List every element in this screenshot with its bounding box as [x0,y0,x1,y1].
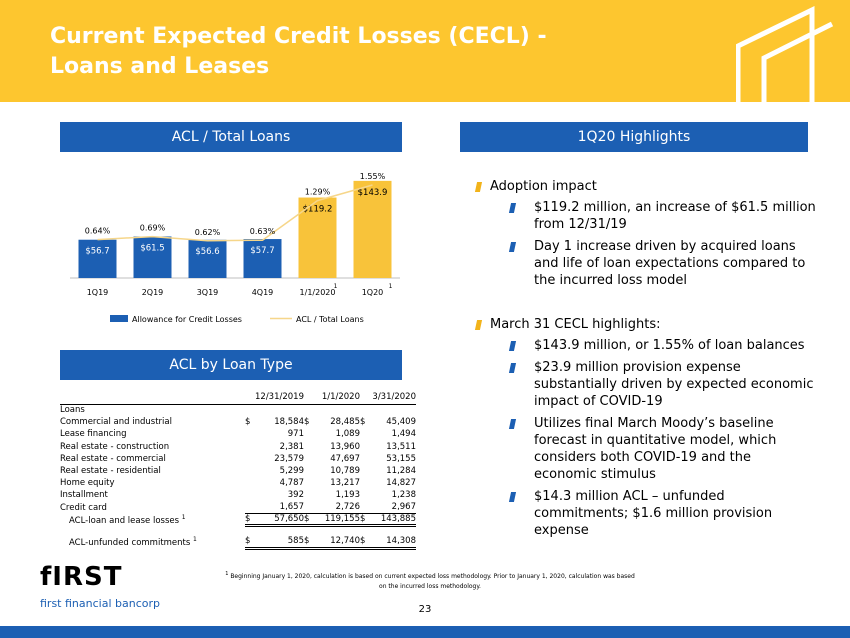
table-total-label [60,536,245,548]
table-cell: 585 [255,536,304,548]
footer-bar [0,626,850,638]
table-cell: 12,740 [314,536,360,548]
table-cell-currency [304,477,314,489]
footnote-reference: 1 [181,513,186,521]
table-cell-currency [304,502,314,514]
table-cell-currency: $ [360,514,370,526]
table-row [60,428,416,440]
acl-by-loan-type-band: ACL by Loan Type [60,350,402,380]
sub-bullet-marker-icon [509,363,516,373]
x-tick-superscript: 1 [333,283,338,290]
sub-bullet-text: $14.3 million ACL – unfunded commitments; $1.6 million provision expense [534,489,773,538]
table-row [60,441,416,453]
table-row-label: Commercial and industrial [60,417,172,428]
sub-bullet-text: $119.2 million, an increase of $61.5 million from 12/31/19 [534,200,816,232]
table-cell: 5,299 [279,466,304,477]
sub-bullet-marker-icon [509,492,516,502]
table-cell: 119,155 [314,514,360,526]
page-title-line-1: Current Expected Credit Losses (CECL) - [50,24,547,49]
table-row [60,536,416,548]
footnote-marker: 1 [225,571,229,577]
table-cell: 143,885 [370,514,416,526]
acl-chart [60,160,410,330]
table-cell: 392 [287,490,304,501]
table-cell-currency [304,428,314,440]
bar-data-label: $61.5 [140,243,165,254]
table-cell: 14,308 [370,536,416,548]
bar-data-label: $119.2 [302,204,333,215]
line-data-label: 0.69% [139,223,166,233]
bullet-marker-icon [475,320,482,330]
table-header-spacer [360,390,370,404]
sub-bullet [476,488,816,539]
sub-bullet-text: $143.9 million, or 1.55% of loan balances [534,338,805,353]
table-cell: 2,967 [370,502,416,514]
table-cell-currency [360,453,370,465]
table-cell-currency: $ [304,536,314,548]
table-total-label-text: ACL-unfunded commitments [69,537,191,548]
table-row [60,477,416,489]
table-cell-currency: $ [245,536,255,548]
table-cell: 53,155 [386,453,416,464]
acl-loan-type-table [60,390,416,550]
table-cell: 57,650 [255,514,304,526]
x-tick-label: 2Q19 [141,288,164,297]
table-cell: 18,584 [274,417,304,428]
logo-wordmark: fIRST [40,562,123,592]
table-row [60,514,416,526]
table-cell: 1,193 [335,490,360,501]
table-cell: 23,579 [274,453,304,464]
table-cell-currency: $ [360,536,370,548]
table-cell-currency [360,441,370,453]
bullet-march [476,316,816,333]
sub-bullet-text: Day 1 increase driven by acquired loans and life of loan expectations compared to the incurred loss model [534,239,806,288]
table-cell: 11,284 [386,466,416,477]
footnote [200,569,660,592]
table-cell: 971 [287,429,304,440]
sub-bullet-marker-icon [509,203,516,213]
bar-4Q19 [244,239,282,278]
table-cell-currency [245,453,255,465]
sub-bullet [476,415,816,483]
bar-data-label: $143.9 [357,187,388,198]
table-cell: 47,697 [330,453,360,464]
table-cell: 28,485 [330,417,360,428]
sub-bullet-text: $23.9 million provision expense substantially driven by expected economic impact of COVID-19 [534,360,814,409]
table-row [60,416,416,428]
table-cell-currency: $ [360,417,366,428]
table-total-label-text: ACL-loan and lease losses [69,515,180,526]
sub-bullet-marker-icon [509,419,516,429]
table-cell: 13,960 [330,441,360,452]
table-row [60,465,416,477]
table-cell-currency: $ [245,417,251,428]
line-data-label: 0.63% [249,227,276,237]
table-cell: 1,238 [391,490,416,501]
company-logo [40,563,160,610]
table-cell-currency [304,441,314,453]
table-cell-currency [360,489,370,501]
bullet-adoption [476,178,816,195]
bullet-march-text: March 31 CECL highlights: [490,317,661,332]
table-row-label: Real estate - construction [60,441,170,452]
table-column-header: 3/31/2020 [370,390,416,404]
table-cell-currency [360,428,370,440]
highlights-list [476,178,816,544]
sub-bullet [476,359,816,410]
table-cell-currency [304,489,314,501]
table-cell-currency [360,465,370,477]
line-data-label: 1.29% [304,187,331,197]
footnote-line-2: on the incurred loss methodology. [379,583,481,590]
table-row-label: Real estate - residential [60,466,161,477]
table-header-spacer [304,390,314,404]
x-tick-label: 1/1/2020 [299,288,336,297]
x-tick-label: 1Q19 [86,288,109,297]
table-cell: 14,827 [386,478,416,489]
logo-subtitle: first financial bancorp [40,597,160,610]
bar-3Q19 [189,240,227,278]
table-gap [60,526,245,536]
sub-bullet [476,238,816,289]
table-cell: 2,726 [314,502,360,514]
x-tick-label: 3Q19 [196,288,219,297]
table-row [60,390,416,404]
table-row [60,404,416,416]
bullet-marker-icon [475,182,482,192]
table-row-label: Installment [60,490,108,501]
page-title-line-2: Loans and Leases [50,54,270,79]
table-cell: 13,511 [386,441,416,452]
table-cell-currency [245,489,255,501]
table-row [60,526,416,536]
x-tick-label: 4Q19 [251,288,274,297]
house-outline-icon [736,6,836,102]
table-cell: 10,789 [330,466,360,477]
table-row-label: Credit card [60,502,107,513]
bullet-adoption-text: Adoption impact [490,179,597,194]
table-cell: 1,089 [335,429,360,440]
table-row [60,489,416,501]
table-cell: 1,657 [255,502,304,514]
legend-bar-swatch [110,315,128,322]
line-data-label: 1.55% [359,172,386,181]
bar-data-label: $57.7 [250,246,275,257]
footnote-line-1: Beginning January 1, 2020, calculation is based on current expected loss methodology. Prior to January 1, 2020, calculation was based [230,573,635,580]
bar-data-label: $56.6 [195,246,220,257]
table-column-header: 12/31/2019 [255,390,304,404]
footnote-reference: 1 [193,536,197,544]
line-data-label: 0.64% [84,226,111,236]
table-row [60,453,416,465]
table-column-header: 1/1/2020 [314,390,360,404]
table-cell: 4,787 [279,478,304,489]
table-cell-currency [245,465,255,477]
bar-1Q19 [79,240,117,278]
table-cell-currency [304,453,314,465]
table-cell-currency [304,465,314,477]
table-cell-currency: $ [245,514,255,526]
table-row-label: Lease financing [60,429,127,440]
legend-line-label: ACL / Total Loans [296,315,364,324]
table-cell-currency [360,477,370,489]
acl-total-loans-band: ACL / Total Loans [60,122,402,152]
table-row [60,502,416,514]
sub-bullet-marker-icon [509,341,516,351]
header-banner [0,0,850,102]
sub-bullet-marker-icon [509,242,516,252]
table-cell-currency [245,477,255,489]
table-cell-currency [245,428,255,440]
sub-bullet [476,337,816,354]
table-cell: 1,494 [391,429,416,440]
line-data-label: 0.62% [194,227,221,237]
table-cell-currency [360,502,370,514]
table-cell: 2,381 [279,441,304,452]
x-tick-label: 1Q20 [361,288,384,297]
table-cell-currency: $ [304,417,310,428]
table-section-label: Loans [60,405,85,416]
page-title [50,22,610,82]
page-number: 23 [418,604,432,615]
table-header-blank [60,390,245,404]
table-row-label: Real estate - commercial [60,453,166,464]
table-cell-currency [245,441,255,453]
table-cell-currency: $ [304,514,314,526]
table-row-label: Home equity [60,478,115,489]
table-cell: 45,409 [386,417,416,428]
table-cell-currency [245,502,255,514]
table-total-label [60,514,245,526]
legend-bar-label: Allowance for Credit Losses [132,315,242,324]
table-cell: 13,217 [330,478,360,489]
sub-bullet-text: Utilizes final March Moody’s baseline forecast in quantitative model, which considers both COVID-19 and the economic stimulus [534,416,777,482]
table-header-spacer [245,390,255,404]
sub-bullet [476,199,816,233]
x-tick-superscript: 1 [388,283,393,290]
highlights-band: 1Q20 Highlights [460,122,808,152]
bar-data-label: $56.7 [85,246,110,257]
